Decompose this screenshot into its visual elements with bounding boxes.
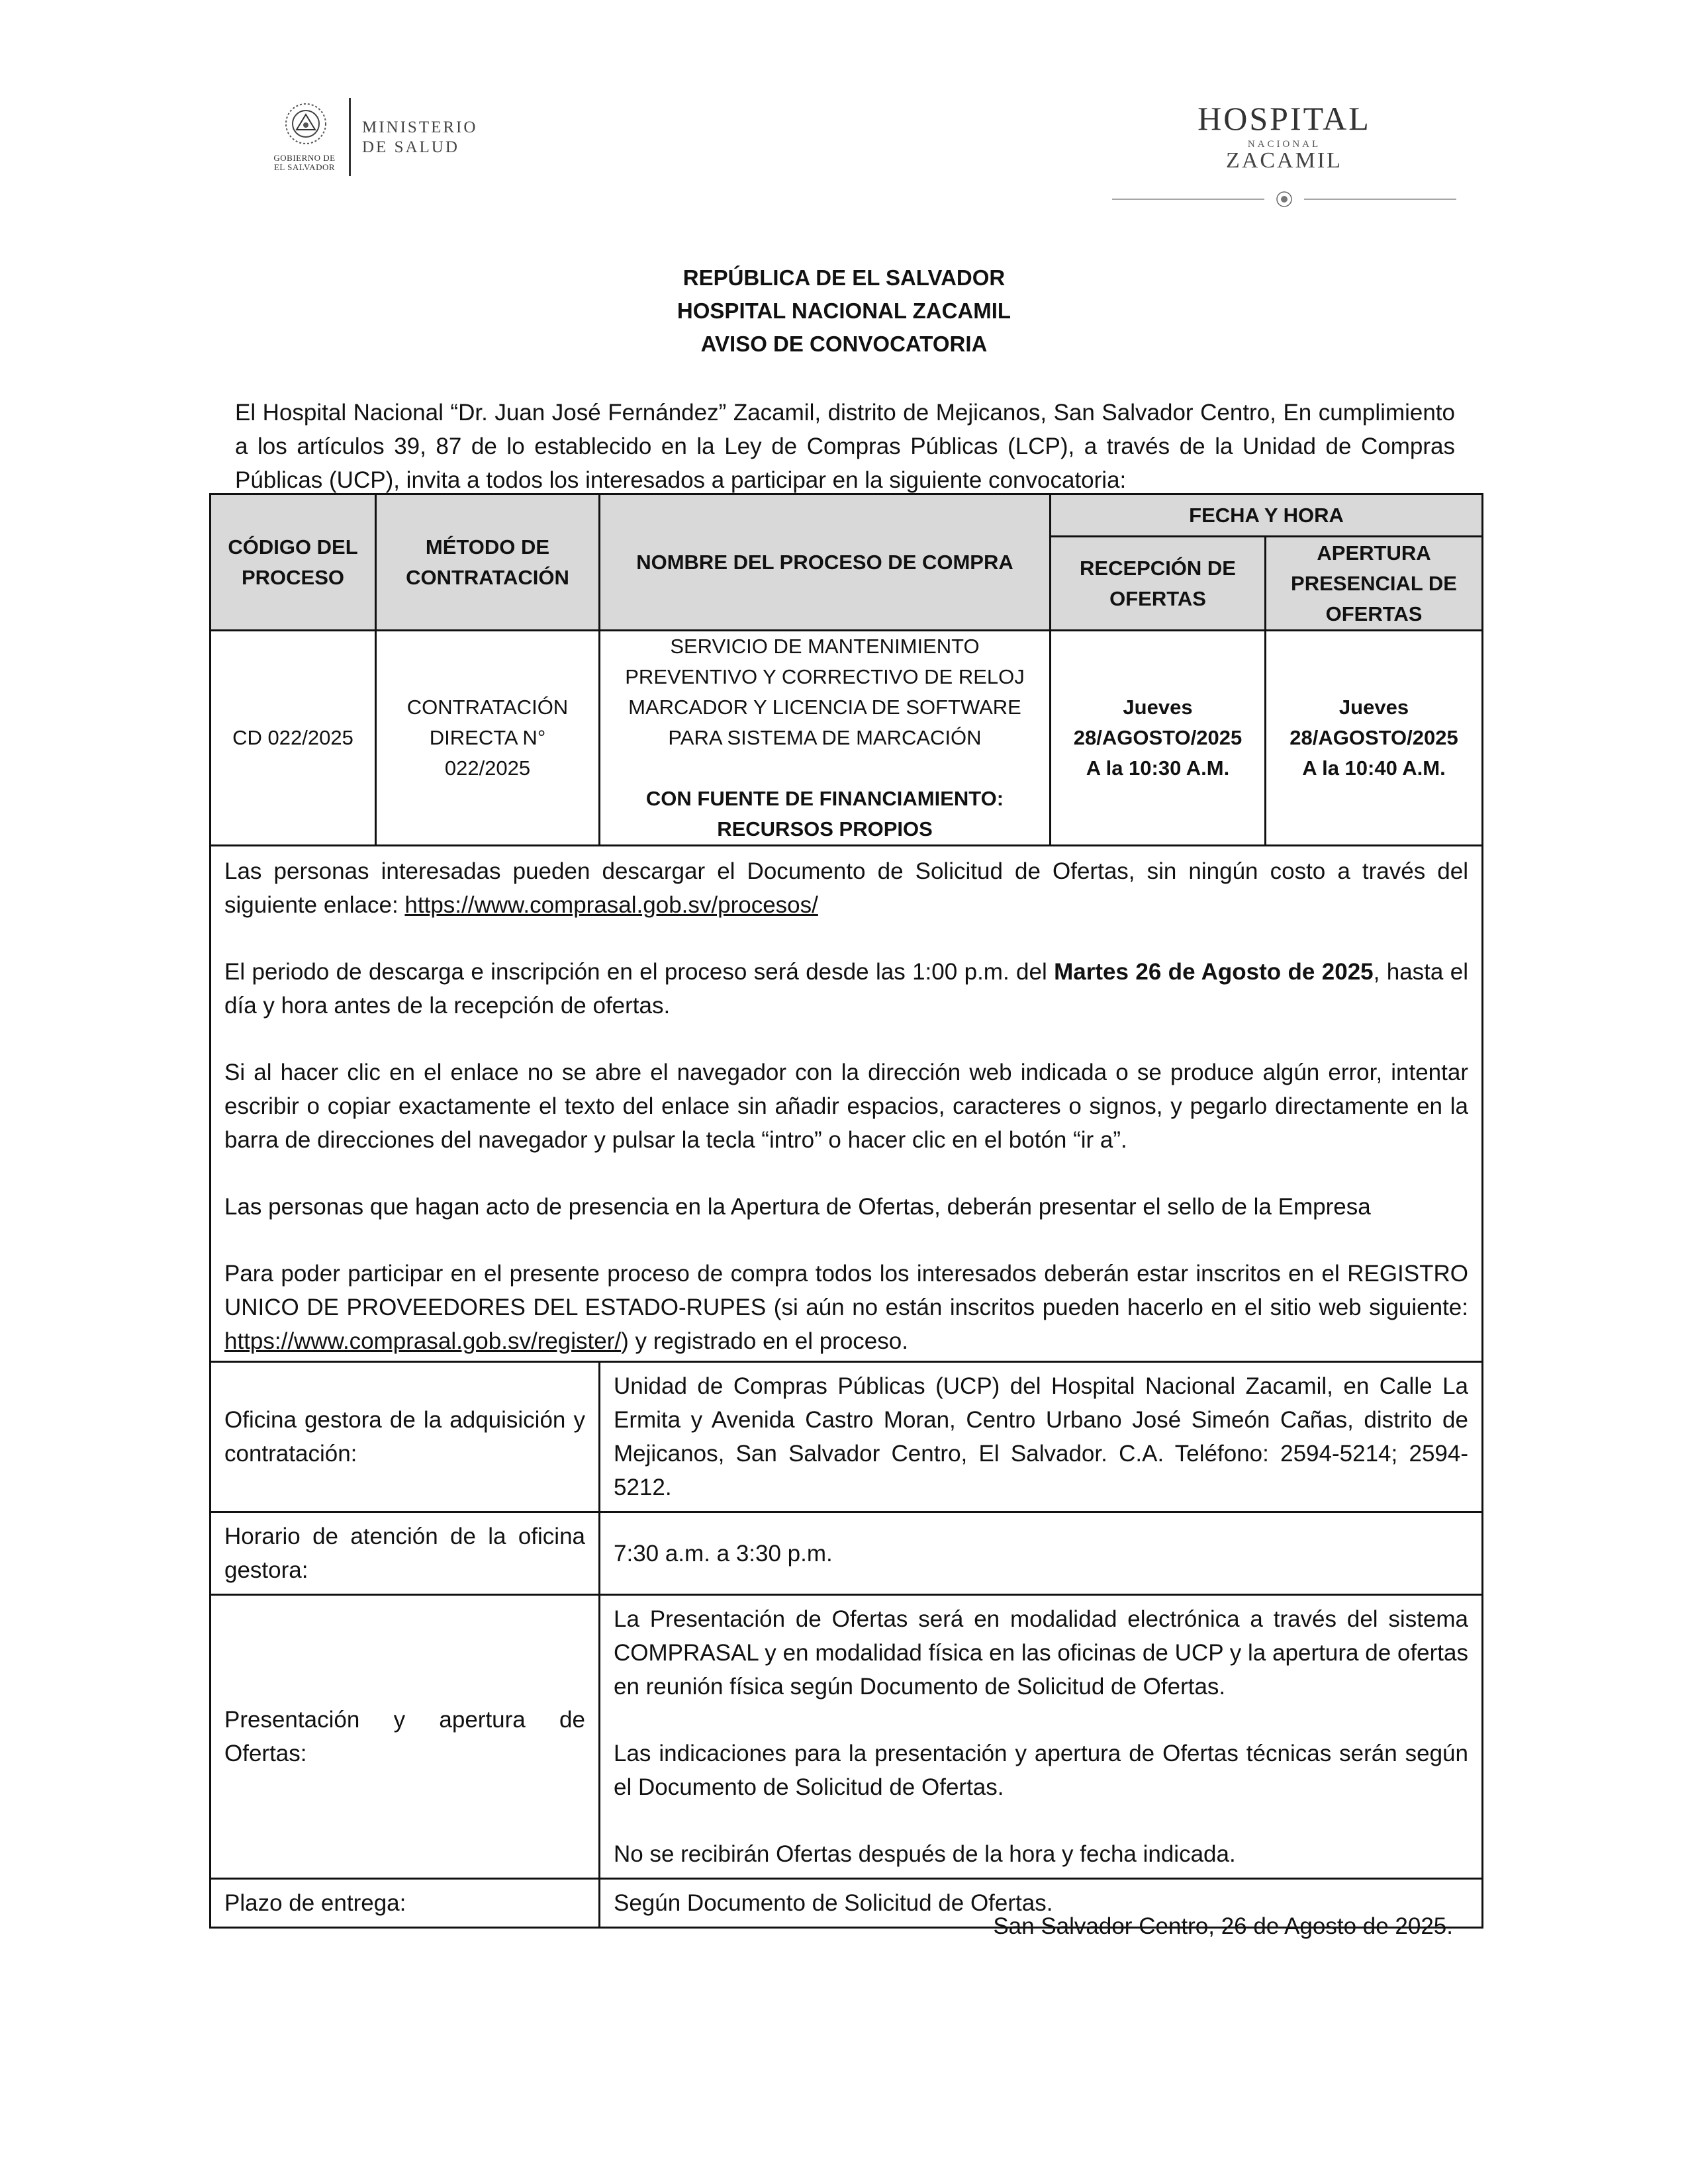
info-period	[224, 955, 1468, 1023]
label-oficina: Oficina gestora de la adquisición y contratación:	[211, 1362, 600, 1512]
cell-nombre	[600, 631, 1051, 846]
label-plazo: Plazo de entrega:	[211, 1879, 600, 1928]
header-codigo: CÓDIGO DEL PROCESO	[211, 494, 376, 631]
closing-date: San Salvador Centro, 26 de Agosto de 2025.	[993, 1913, 1453, 1939]
hospital-logo-name: HOSPITAL	[1197, 100, 1371, 137]
header-fecha-hora: FECHA Y HORA	[1051, 494, 1483, 537]
detail-row-oficina	[211, 1362, 1483, 1512]
gov-line-2: EL SALVADOR	[273, 162, 336, 172]
hospital-logo	[1112, 99, 1456, 212]
info-rupes	[224, 1257, 1468, 1358]
ministry-logo	[268, 93, 506, 185]
cell-apertura	[1266, 631, 1483, 846]
hospital-logo-nacional: NACIONAL	[1247, 139, 1321, 150]
value-horario	[600, 1512, 1483, 1595]
info-cell	[211, 846, 1483, 1362]
table-header-row	[211, 494, 1483, 537]
intro-paragraph: El Hospital Nacional “Dr. Juan José Fernández” Zacamil, distrito de Mejicanos, San Salvador Centro, En cumplimiento a los artículos 39, 87 de lo establecido en la Ley de Compras Públicas (LCP), a través de la Unidad de Compras Públicas (UCP), invita a todos los interesados a participar en la siguiente convocatoria:	[235, 400, 1455, 493]
recepcion-time: A la 10:30 A.M.	[1086, 756, 1230, 780]
value-presentacion-p1: La Presentación de Ofertas será en modalidad electrónica a través del sistema COMPRASAL y en modalidad física en las oficinas de UCP y la apertura de ofertas en reunión física según Documento de Solicitud de Ofertas.	[614, 1606, 1468, 1700]
info-period-end: , hasta el día y hora antes de la recepción de ofertas.	[224, 959, 1468, 1019]
recepcion-date: 28/AGOSTO/2025	[1073, 726, 1243, 749]
recepcion-day: Jueves	[1123, 696, 1193, 719]
cell-recepcion	[1051, 631, 1266, 846]
logo-divider	[349, 98, 351, 176]
title-republic: REPÚBLICA DE EL SALVADOR	[682, 265, 1006, 290]
info-download-text: Las personas interesadas pueden descargar el Documento de Solicitud de Ofertas, sin ningún costo a través del siguiente enlace:	[224, 858, 1468, 918]
info-rupes-end: ) y registrado en el proceso.	[621, 1328, 908, 1354]
value-presentacion	[600, 1595, 1483, 1879]
info-seal: Las personas que hagan acto de presencia en la Apertura de Ofertas, deberán presentar el sello de la Empresa	[224, 1194, 1371, 1220]
apertura-day: Jueves	[1338, 696, 1409, 719]
title-notice: AVISO DE CONVOCATORIA	[700, 332, 988, 356]
ministry-line-1: MINISTERIO	[362, 118, 478, 136]
procesos-link[interactable]: https://www.comprasal.gob.sv/procesos/	[404, 892, 818, 918]
value-horario-text: 7:30 a.m. a 3:30 p.m.	[614, 1540, 833, 1567]
gov-text	[268, 154, 341, 172]
info-download	[224, 854, 1468, 922]
gov-line-1: GOBIERNO DE	[273, 153, 336, 163]
value-oficina-text: Unidad de Compras Públicas (UCP) del Hospital Nacional Zacamil, en Calle La Ermita y Avenida Castro Moran, Centro Urbano José Simeón Cañas, distrito de Mejicanos, San Salvador Centro, El Salvador. C.A. Teléfono: 2594-5214; 2594-5212.	[614, 1373, 1468, 1500]
info-period-text: El periodo de descarga e inscripción en el proceso será desde las 1:00 p.m. del	[224, 959, 1055, 985]
info-period-date: Martes 26 de Agosto de 2025	[1054, 959, 1374, 985]
cell-codigo: CD 022/2025	[211, 631, 376, 846]
ministry-line-2: DE SALUD	[362, 138, 459, 156]
process-name: SERVICIO DE MANTENIMIENTO PREVENTIVO Y CORRECTIVO DE RELOJ MARCADOR Y LICENCIA DE SOFTWARE PARA SISTEMA DE MARCACIÓN	[625, 635, 1025, 749]
title-hospital: HOSPITAL NACIONAL ZACAMIL	[677, 298, 1011, 323]
value-presentacion-p3: No se recibirán Ofertas después de la hora y fecha indicada.	[614, 1841, 1236, 1867]
register-link[interactable]: https://www.comprasal.gob.sv/register/	[224, 1328, 622, 1354]
ministry-name	[362, 118, 477, 158]
financing-label: CON FUENTE DE FINANCIAMIENTO:	[645, 787, 1004, 810]
title-block	[0, 261, 1688, 361]
procurement-table	[209, 493, 1483, 1929]
value-presentacion-p2: Las indicaciones para la presentación y apertura de Ofertas técnicas serán según el Documento de Solicitud de Ofertas.	[614, 1741, 1468, 1800]
header-apertura: APERTURA PRESENCIAL DE OFERTAS	[1266, 537, 1483, 631]
header-metodo: MÉTODO DE CONTRATACIÓN	[376, 494, 600, 631]
detail-row-horario	[211, 1512, 1483, 1595]
el-salvador-seal-icon	[281, 99, 330, 148]
label-presentacion: Presentación y apertura de Ofertas:	[211, 1595, 600, 1879]
hospital-logo-zacamil: ZACAMIL	[1226, 148, 1342, 173]
info-row	[211, 846, 1483, 1362]
detail-row-presentacion	[211, 1595, 1483, 1879]
table-row	[211, 631, 1483, 846]
info-link-help: Si al hacer clic en el enlace no se abre el navegador con la dirección web indicada o se produce algún error, intentar escribir o copiar exactamente el texto del enlace sin añadir espacios, caracteres o signos, y pegarlo directamente en la barra de direcciones del navegador y pulsar la tecla “intro” o hacer clic en el botón “ir a”.	[224, 1060, 1468, 1153]
header-recepcion: RECEPCIÓN DE OFERTAS	[1051, 537, 1266, 631]
apertura-date: 28/AGOSTO/2025	[1289, 726, 1458, 749]
hospital-logo-ornament-icon	[1112, 189, 1456, 209]
label-horario: Horario de atención de la oficina gestora:	[211, 1512, 600, 1595]
info-rupes-text: Para poder participar en el presente proceso de compra todos los interesados deberán estar inscritos en el REGISTRO UNICO DE PROVEEDORES DEL ESTADO-RUPES (si aún no están inscritos pueden hacerlo en el sitio web siguiente:	[224, 1261, 1468, 1320]
cell-metodo: CONTRATACIÓN DIRECTA N° 022/2025	[376, 631, 600, 846]
apertura-time: A la 10:40 A.M.	[1302, 756, 1446, 780]
value-plazo-text: Según Documento de Solicitud de Ofertas.	[614, 1890, 1053, 1916]
value-oficina	[600, 1362, 1483, 1512]
header-nombre: NOMBRE DEL PROCESO DE COMPRA	[600, 494, 1051, 631]
financing-value: RECURSOS PROPIOS	[717, 817, 933, 841]
